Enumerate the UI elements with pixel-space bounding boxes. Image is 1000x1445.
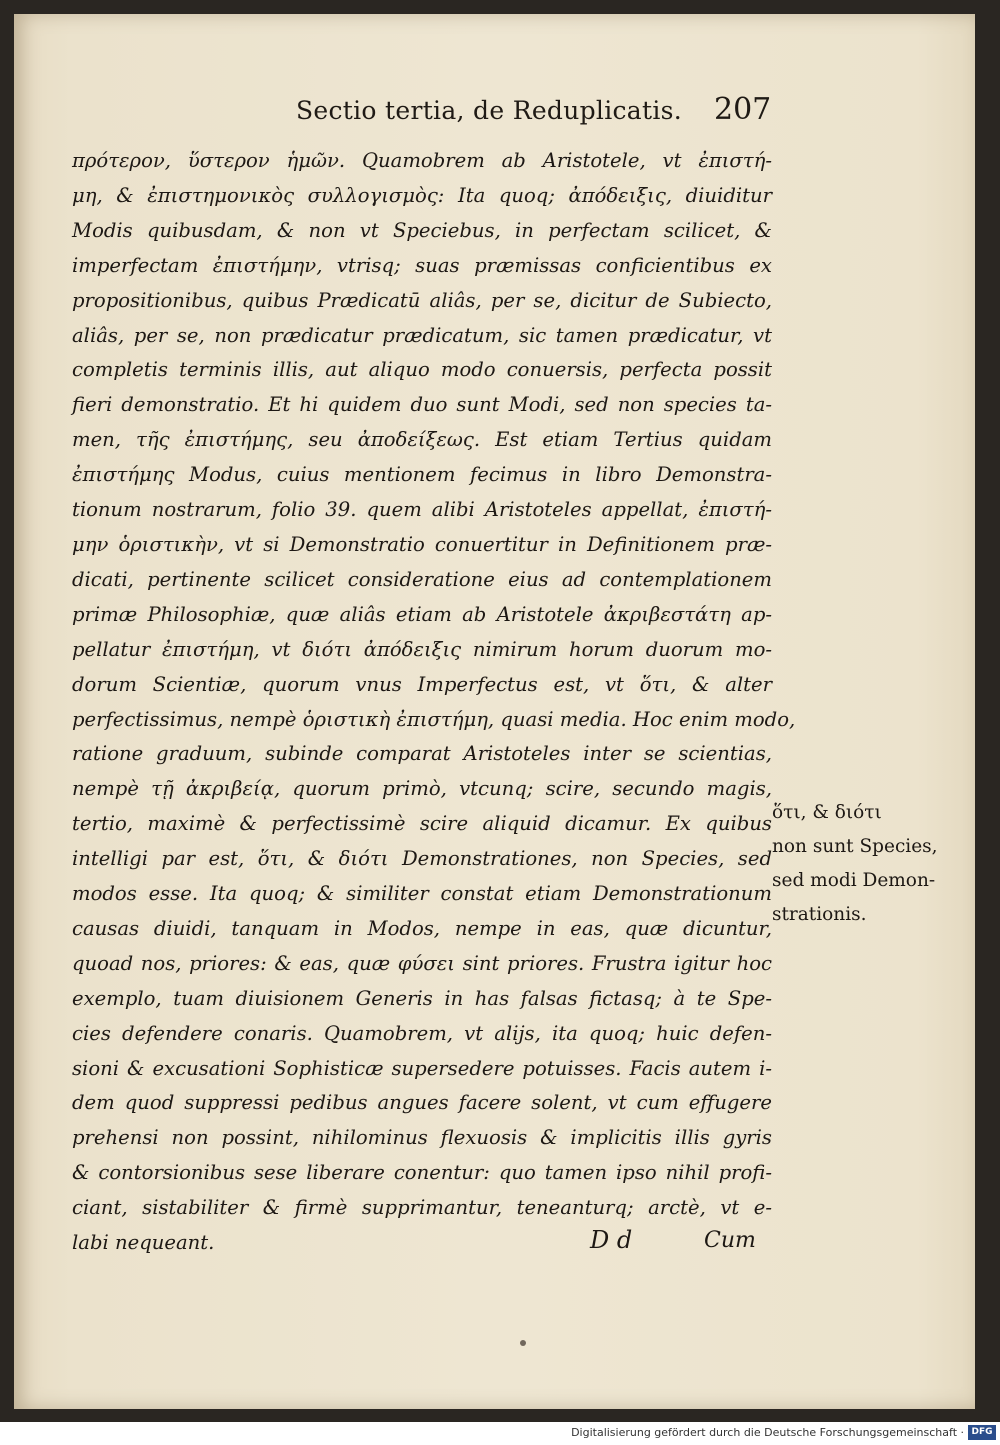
text-line: sioni & excusationi Sophisticæ supersedere potuisses. Facis autem i- xyxy=(72,1056,772,1080)
text-line: ciant, sistabiliter & firmè supprimantur, teneanturq; arctè, vt e- xyxy=(72,1196,772,1220)
margin-note-line: non sunt Species, xyxy=(772,836,938,857)
text-line: pellatur ἐπιστήμη, vt διότι ἀπόδειξις nimirum horum duorum mo- xyxy=(72,637,772,661)
text-line: intelligi par est, ὅτι, & διότι Demonstrationes, non Species, sed xyxy=(72,847,772,871)
signature-mark: D d xyxy=(590,1226,633,1254)
text-line: aliâs, per se, non prædicatur prædicatum, sic tamen prædicatur, vt xyxy=(72,323,772,347)
digitization-notice: Digitalisierung gefördert durch die Deutsche Forschungsgemeinschaft · xyxy=(571,1426,964,1439)
digitization-footer xyxy=(0,1422,1000,1445)
text-line: ἐπιστήμης Modus, cuius mentionem fecimus in libro Demonstra- xyxy=(72,463,772,487)
text-line: men, τῆς ἐπιστήμης, seu ἀποδείξεως. Est etiam Tertius quidam xyxy=(72,428,772,452)
running-head: Sectio tertia, de Reduplicatis. xyxy=(295,96,683,125)
text-line: prehensi non possint, nihilominus flexuosis & implicitis illis gyris xyxy=(72,1126,772,1150)
text-line: propositionibus, quibus Prædicatū aliâs, per se, dicitur de Subiecto, xyxy=(72,288,772,312)
text-line: ratione graduum, subinde comparat Aristoteles inter se scientias, xyxy=(72,742,772,766)
text-line-last: labi nequeant. xyxy=(72,1231,215,1255)
text-line: perfectissimus, nempè ὁριστικὴ ἐπιστήμη, quasi media. Hoc enim modo, xyxy=(72,707,796,731)
dfg-logo: DFG xyxy=(968,1425,996,1440)
text-line: primæ Philosophiæ, quæ aliâs etiam ab Aristotele ἀκριβεστάτη ap- xyxy=(72,602,772,626)
text-line: imperfectam ἐπιστήμην, vtrisq; suas præmissas conficientibus ex xyxy=(72,253,772,277)
text-line: dicati, pertinente scilicet consideratione eius ad contemplationem xyxy=(72,567,772,591)
text-line: dorum Scientiæ, quorum vnus Imperfectus est, vt ὅτι, & alter xyxy=(72,672,772,696)
margin-note-line: ὅτι, & διότι xyxy=(772,802,882,823)
text-line: causas diuidi, tanquam in Modos, nempe in eas, quæ dicuntur, xyxy=(72,916,772,940)
text-line: cies defendere conaris. Quamobrem, vt alijs, ita quoq; huic defen- xyxy=(72,1021,772,1045)
text-line: dem quod suppressi pedibus angues facere solent, vt cum effugere xyxy=(72,1091,772,1115)
text-line: exemplo, tuam diuisionem Generis in has falsas fictasq; à te Spe- xyxy=(72,986,772,1010)
text-line: quoad nos, priores: & eas, quæ φύσει sint priores. Frustra igitur hoc xyxy=(72,951,772,975)
text-line: & contorsionibus sese liberare conentur: quo tamen ipso nihil profi- xyxy=(72,1161,772,1185)
text-line: μην ὁριστικὴν, vt si Demonstratio conuertitur in Definitionem præ- xyxy=(72,532,772,556)
text-line: fieri demonstratio. Et hi quidem duo sunt Modi, sed non species ta- xyxy=(72,393,772,417)
text-line: πρότερον, ὕστερον ἡμῶν. Quamobrem ab Aristotele, vt ἐπιστή- xyxy=(72,149,772,172)
main-text-block xyxy=(72,144,796,1261)
margin-note xyxy=(772,796,972,932)
text-line: Modis quibusdam, & non vt Speciebus, in perfectam scilicet, & xyxy=(72,218,772,242)
ink-speck xyxy=(520,1340,526,1346)
text-line: nempè τῇ ἀκριβείᾳ, quorum primò, vtcunq; scire, secundo magis, xyxy=(72,777,772,801)
page-number: 207 xyxy=(714,92,772,127)
catchword: Cum xyxy=(704,1228,756,1253)
text-line: tertio, maximè & perfectissimè scire aliquid dicamur. Ex quibus xyxy=(72,812,772,836)
margin-note-line: strationis. xyxy=(772,904,867,925)
text-line: μη, & ἐπιστημονικὸς συλλογισμὸς: Ita quoq; ἀπόδειξις, diuiditur xyxy=(72,183,772,207)
margin-note-line: sed modi Demon- xyxy=(772,870,936,891)
text-line: tionum nostrarum, folio 39. quem alibi Aristoteles appellat, ἐπιστή- xyxy=(72,498,772,522)
text-line: modos esse. Ita quoq; & similiter constat etiam Demonstrationum xyxy=(72,882,772,906)
book-page xyxy=(14,14,975,1409)
text-line: completis terminis illis, aut aliquo modo conuersis, perfecta possit xyxy=(72,358,772,382)
